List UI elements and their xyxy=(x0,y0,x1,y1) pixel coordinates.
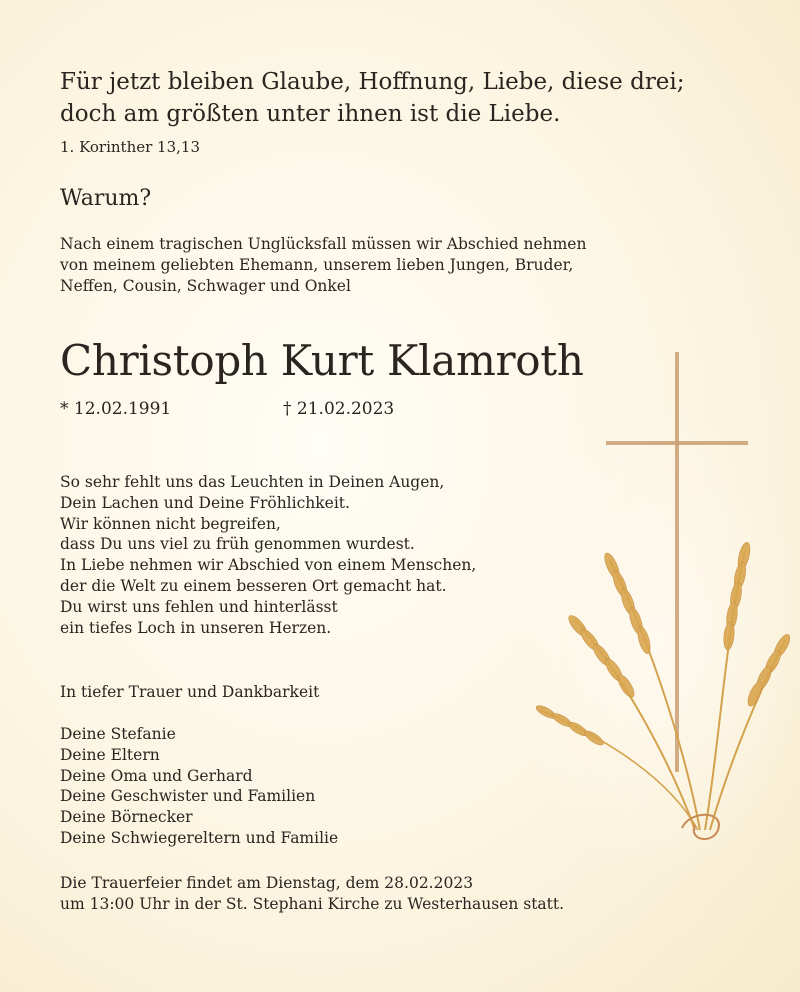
mourner: Deine Oma und Gerhard xyxy=(60,766,253,785)
quote-line: doch am größten unter ihnen ist die Liebe. xyxy=(60,101,561,127)
mourner: Deine Börnecker xyxy=(60,808,193,827)
poem-line: Wir können nicht begreifen, xyxy=(60,514,281,533)
poem-line: Du wirst uns fehlen und hinterlässt xyxy=(60,597,338,616)
intro-text xyxy=(60,234,586,297)
poem-line: In Liebe nehmen wir Abschied von einem Menschen, xyxy=(60,556,477,575)
birth-date: * 12.02.1991 xyxy=(60,399,172,419)
cross-and-wheat-illustration xyxy=(500,340,800,880)
intro-line: Nach einem tragischen Unglücksfall müssen wir Abschied nehmen xyxy=(60,235,587,253)
service-line: um 13:00 Uhr in der St. Stephani Kirche zu Westerhausen statt. xyxy=(60,895,565,913)
funeral-service-info xyxy=(60,873,564,915)
heading: Warum? xyxy=(60,186,152,211)
poem-line: Dein Lachen und Deine Fröhlichkeit. xyxy=(60,493,350,512)
quote-source: 1. Korinther 13,13 xyxy=(60,138,200,156)
intro-line: von meinem geliebten Ehemann, unserem lieben Jungen, Bruder, xyxy=(60,256,574,274)
poem-line: So sehr fehlt uns das Leuchten in Deinen Augen, xyxy=(60,473,445,491)
poem-line: ein tiefes Loch in unseren Herzen. xyxy=(60,618,332,637)
poem-line: der die Welt zu einem besseren Ort gemacht hat. xyxy=(60,576,447,595)
mourner: Deine Geschwister und Familien xyxy=(60,787,316,806)
poem xyxy=(60,472,476,638)
deceased-name: Christoph Kurt Klamroth xyxy=(60,336,584,385)
mourner: Deine Eltern xyxy=(60,745,160,764)
grief-line: In tiefer Trauer und Dankbarkeit xyxy=(60,683,320,701)
poem-line: dass Du uns viel zu früh genommen wurdest. xyxy=(60,535,415,554)
mourners-list xyxy=(60,724,338,849)
death-date: † 21.02.2023 xyxy=(283,399,395,419)
bible-quote xyxy=(60,66,685,130)
service-line: Die Trauerfeier findet am Dienstag, dem 28.02.2023 xyxy=(60,874,474,892)
mourner: Deine Schwiegereltern und Familie xyxy=(60,828,339,847)
intro-line: Neffen, Cousin, Schwager und Onkel xyxy=(60,277,351,295)
mourner: Deine Stefanie xyxy=(60,725,176,743)
quote-line: Für jetzt bleiben Glaube, Hoffnung, Liebe, diese drei; xyxy=(60,69,685,95)
